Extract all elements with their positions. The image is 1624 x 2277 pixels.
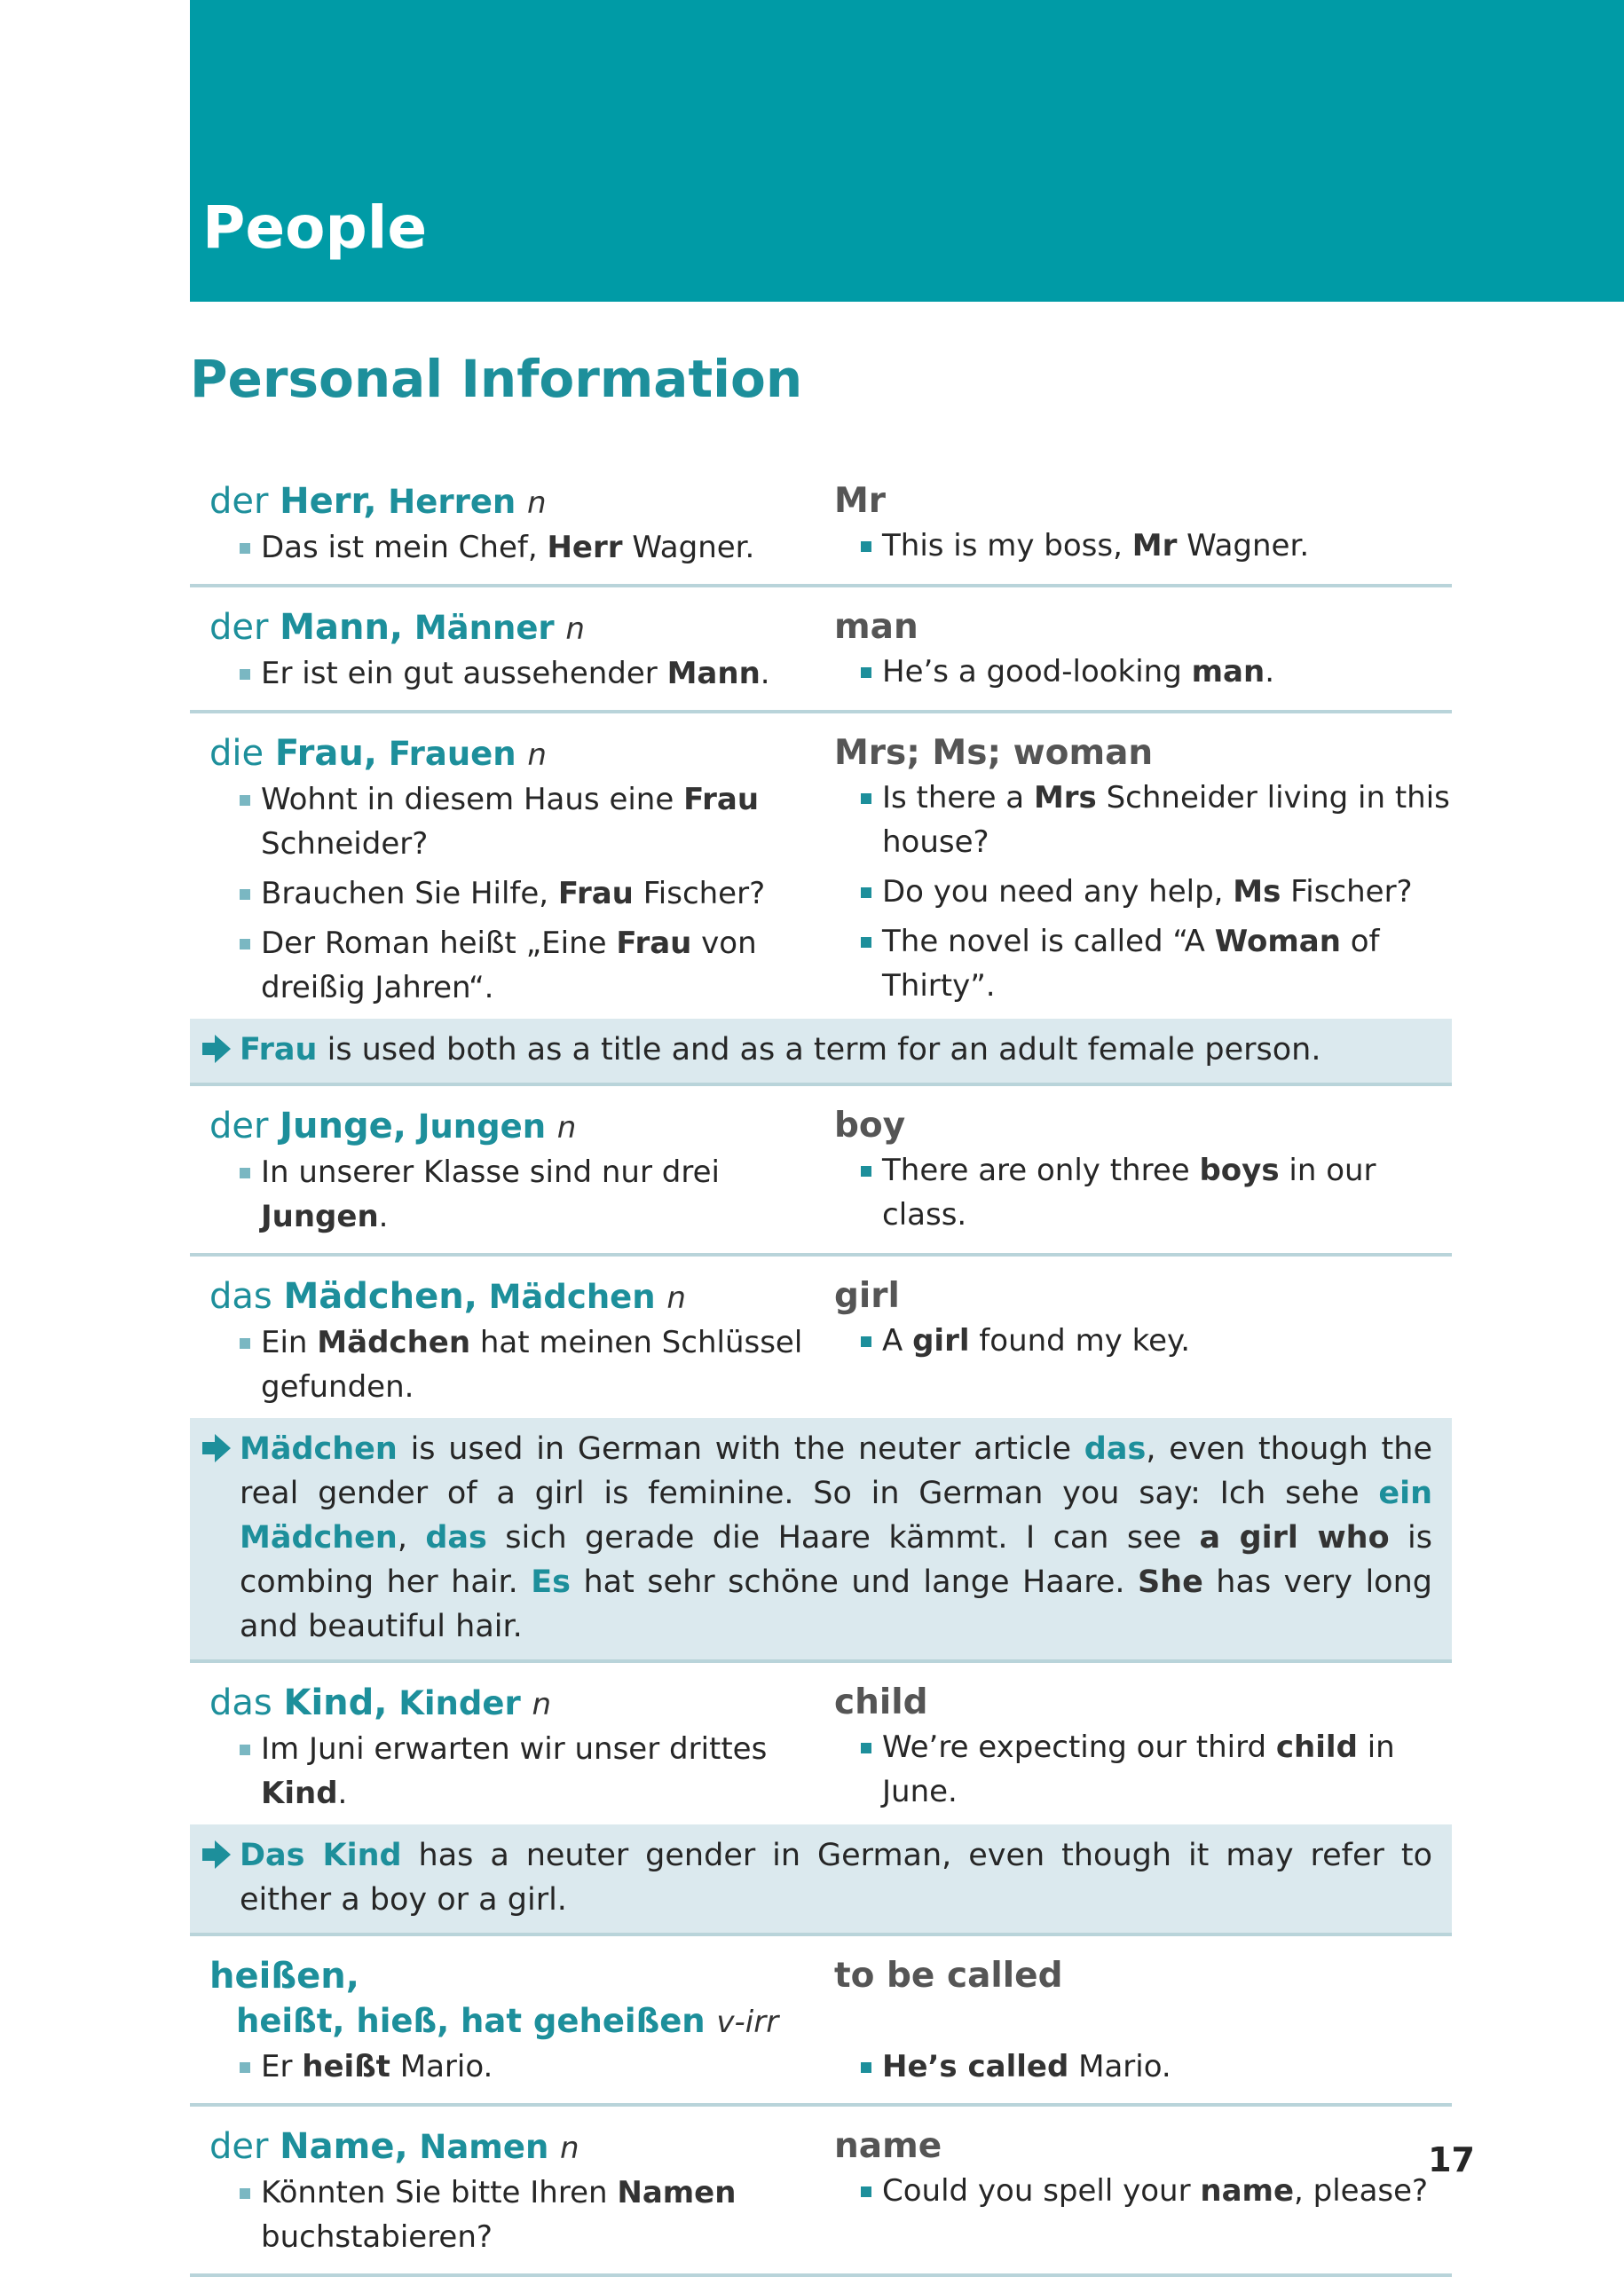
headword [209, 2124, 834, 2171]
lemma: Mann, [280, 607, 404, 648]
example-text: in our class. [882, 1153, 1376, 1233]
example-keyword: Mann [666, 656, 761, 691]
translation: Mr [834, 481, 887, 521]
article: der [209, 1106, 269, 1146]
example-text: Could you spell your [882, 2173, 1201, 2209]
usage-note-kind [190, 1824, 1452, 1936]
entry-english [834, 1274, 1452, 1414]
example-text: of Thirty”. [882, 924, 1380, 1004]
verb-forms [209, 1998, 834, 2045]
example-text: He’s a good-looking [882, 654, 1192, 689]
example-text: Brauchen Sie Hilfe, [261, 876, 558, 911]
lemma: Herr, [280, 481, 377, 522]
article: die [209, 733, 264, 774]
example-english [834, 650, 1452, 694]
note-keyword: Mädchen [240, 1431, 398, 1467]
example-english [834, 919, 1452, 1008]
translation: Mrs; Ms; woman [834, 733, 1154, 773]
article: der [209, 481, 269, 522]
example-english [834, 1319, 1452, 1363]
note-text: is combing her hair. [240, 1520, 1432, 1600]
example-keyword: name [1200, 2173, 1295, 2209]
part-of-speech: v-irr [716, 2005, 779, 2040]
entry-mann [190, 587, 1452, 713]
example-text: Schneider living in this house? [882, 780, 1450, 860]
example-text: , please? [1294, 2173, 1429, 2209]
entry-name [190, 2107, 1452, 2277]
plural: Männer [414, 609, 555, 647]
entry-frau [190, 713, 1452, 1019]
translation: man [834, 607, 918, 647]
part-of-speech: n [556, 1110, 577, 1146]
example-text: Fischer? [633, 876, 766, 911]
example-keyword: He’s called [882, 2049, 1069, 2084]
part-of-speech: n [527, 737, 547, 773]
entry-english [834, 605, 1452, 701]
example-text: Das ist mein Chef, [261, 530, 548, 565]
headword [209, 731, 834, 777]
vocabulary-list [190, 465, 1452, 2277]
example-keyword: boys [1199, 1153, 1280, 1188]
note-keyword: Frau [240, 1032, 318, 1068]
entry-english [834, 2124, 1452, 2265]
plural: Kinder [398, 1684, 521, 1722]
example-text: buchstabieren? [261, 2219, 493, 2255]
entry-german [190, 2124, 834, 2265]
example-german [209, 1727, 834, 1816]
example-keyword: Mrs [1033, 780, 1097, 815]
example-keyword: Ms [1233, 874, 1281, 910]
note-text: hat sehr schöne und lange Haare. [571, 1564, 1138, 1600]
example-keyword: Herr [547, 530, 623, 565]
part-of-speech: n [666, 1280, 686, 1316]
entry-kind [190, 1663, 1452, 1824]
lemma: Kind, [283, 1682, 388, 1723]
example-german [209, 921, 834, 1010]
example-text: in June. [882, 1729, 1395, 1809]
example-keyword: Woman [1214, 924, 1341, 959]
example-text: hat meinen Schlüssel gefunden. [261, 1325, 803, 1405]
headword [209, 1954, 834, 2045]
arrow-right-icon [201, 1837, 233, 1872]
page-number: 17 [1428, 2140, 1475, 2179]
example-keyword: Frau [616, 926, 692, 961]
example-keyword: Namen [617, 2175, 737, 2210]
note-keyword: das [425, 1520, 487, 1556]
part-of-speech: n [532, 1687, 552, 1722]
translation: child [834, 1682, 928, 1722]
translation: name [834, 2126, 942, 2166]
arrow-right-icon [201, 1031, 233, 1067]
example-text: Der Roman heißt „Eine [261, 926, 617, 961]
example-german [209, 1150, 834, 1239]
example-german [209, 777, 834, 866]
note-keyword: das [1084, 1431, 1147, 1467]
example-text: The novel is called “A [882, 924, 1215, 959]
example-german [209, 1320, 834, 1409]
entry-english [834, 1954, 1452, 2094]
lemma: heißen, [209, 1956, 359, 1997]
example-english [834, 2169, 1452, 2213]
example-text: Er ist ein gut aussehender [261, 656, 667, 691]
entry-heissen [190, 1936, 1452, 2107]
example-text: We’re expecting our third [882, 1729, 1276, 1765]
article: das [209, 1682, 272, 1723]
example-keyword: man [1191, 654, 1265, 689]
example-text: . [337, 1776, 348, 1811]
entry-english [834, 479, 1452, 575]
entry-german [190, 605, 834, 701]
plural: Namen [419, 2128, 549, 2166]
example-english [834, 1725, 1452, 1814]
example-keyword: Frau [557, 876, 634, 911]
headword [209, 479, 834, 525]
usage-note-frau [190, 1019, 1452, 1086]
entry-english [834, 1681, 1452, 1821]
article: der [209, 2126, 269, 2167]
headword [209, 1104, 834, 1150]
example-text: . [760, 656, 770, 691]
part-of-speech: n [560, 2131, 579, 2166]
example-text: This is my boss, [882, 528, 1132, 563]
note-text: is used in German with the neuter article [397, 1431, 1084, 1467]
example-german [209, 2171, 834, 2259]
example-text: Ein [261, 1325, 318, 1360]
plural: Mädchen [488, 1278, 656, 1316]
example-text: found my key. [969, 1323, 1191, 1359]
example-text: A [882, 1323, 913, 1359]
example-text: Fischer? [1281, 874, 1413, 910]
part-of-speech: n [565, 611, 585, 647]
note-text: , [397, 1520, 426, 1556]
note-emphasis: a girl who [1199, 1520, 1390, 1556]
arrow-right-icon [201, 1430, 233, 1466]
example-english [834, 1148, 1452, 1237]
example-text: Er [261, 2049, 303, 2084]
example-keyword: child [1275, 1729, 1358, 1765]
example-text: Do you need any help, [882, 874, 1234, 910]
example-german [209, 525, 834, 570]
example-text: Wohnt in diesem Haus eine [261, 782, 684, 817]
example-text: Wagner. [1177, 528, 1310, 563]
example-german [209, 651, 834, 696]
example-keyword: Mr [1131, 528, 1178, 563]
example-text: Im Juni erwarten wir unser drittes [261, 1731, 768, 1767]
plural: Frauen [388, 735, 516, 773]
translation: boy [834, 1106, 906, 1146]
example-keyword: girl [912, 1323, 970, 1359]
article: der [209, 607, 269, 648]
lemma: Junge, [280, 1106, 406, 1146]
principal-parts: heißt, hieß, hat geheißen [236, 2002, 706, 2040]
lemma: Name, [280, 2126, 408, 2167]
translation: to be called [834, 1956, 1063, 1996]
example-english [834, 870, 1452, 914]
example-text: Mario. [1068, 2049, 1171, 2084]
section-title: Personal Information [190, 349, 803, 409]
entry-junge [190, 1086, 1452, 1257]
example-keyword: Frau [683, 782, 760, 817]
example-english [834, 776, 1452, 864]
example-text: Is there a [882, 780, 1034, 815]
example-keyword: heißt [302, 2049, 390, 2084]
chapter-title: People [202, 193, 428, 262]
spacer [834, 1998, 1452, 2045]
note-keyword: Das Kind [240, 1838, 402, 1873]
entry-maedchen [190, 1257, 1452, 1418]
note-text: sich gerade die Haare kämmt. I can see [486, 1520, 1200, 1556]
entry-herr [190, 465, 1452, 587]
example-text: von dreißig Jahren“. [261, 926, 757, 1005]
note-text: has a neuter gender in German, even though it may refer to either a boy or a girl. [240, 1838, 1432, 1918]
note-keyword: ein Mädchen [240, 1476, 1432, 1556]
usage-note-maedchen [190, 1418, 1452, 1663]
note-text: has very long and beautiful hair. [240, 1564, 1432, 1644]
entry-german [190, 1274, 834, 1414]
part-of-speech: n [526, 485, 547, 521]
example-english [834, 524, 1452, 568]
note-emphasis: She [1137, 1564, 1203, 1600]
example-text: Mario. [390, 2049, 493, 2084]
example-text: Schneider? [261, 826, 429, 862]
example-text: . [1265, 654, 1275, 689]
translation: girl [834, 1276, 900, 1316]
entry-english [834, 1104, 1452, 1244]
note-text: , even though the real gender of a girl is feminine. So in German you say: Ich sehe [240, 1431, 1432, 1511]
example-keyword: Kind [261, 1776, 338, 1811]
headword [209, 1681, 834, 1727]
entry-german [190, 1681, 834, 1821]
lemma: Frau, [274, 733, 377, 774]
note-text: is used both as a title and as a term for an adult female person. [317, 1032, 1321, 1068]
plural: Herren [388, 483, 516, 521]
note-keyword: Es [531, 1564, 572, 1600]
example-german [209, 871, 834, 916]
example-text: Wagner. [622, 530, 755, 565]
entry-german [190, 1104, 834, 1244]
example-german [209, 2045, 834, 2089]
entry-english [834, 731, 1452, 1015]
example-text: There are only three [882, 1153, 1200, 1188]
example-text: . [378, 1199, 389, 1234]
entry-german [190, 731, 834, 1015]
example-keyword: Mädchen [317, 1325, 471, 1360]
entry-german [190, 1954, 834, 2094]
headword [209, 1274, 834, 1320]
plural: Jungen [417, 1107, 547, 1146]
entry-german [190, 479, 834, 575]
headword [209, 605, 834, 651]
example-text: Könnten Sie bitte Ihren [261, 2175, 618, 2210]
example-text: In unserer Klasse sind nur drei [261, 1154, 720, 1190]
example-english [834, 2045, 1452, 2089]
lemma: Mädchen, [283, 1276, 477, 1317]
example-keyword: Jungen [261, 1199, 379, 1234]
article: das [209, 1276, 272, 1317]
